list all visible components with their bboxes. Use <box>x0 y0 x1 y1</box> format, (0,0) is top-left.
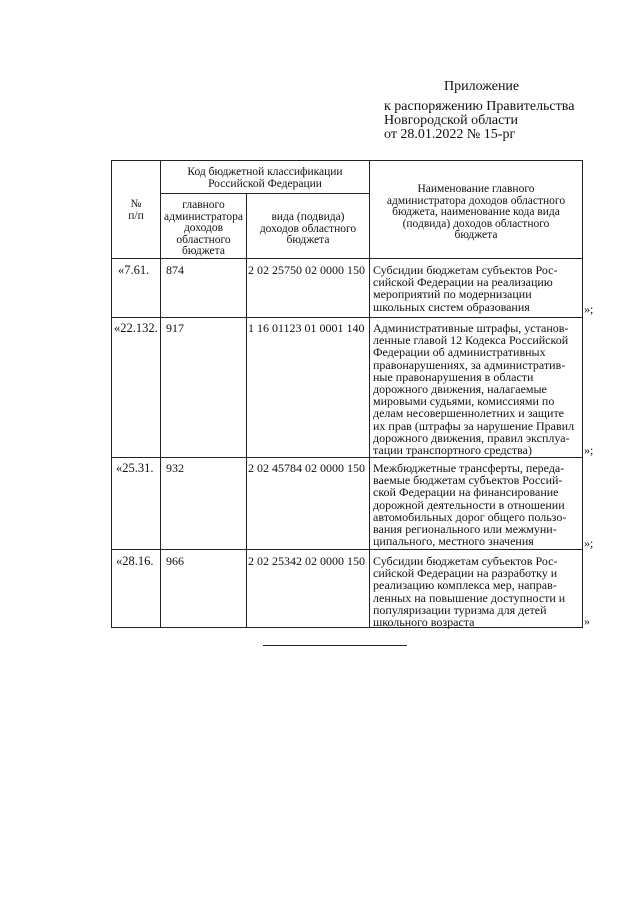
row-admin-code: 966 <box>166 554 184 568</box>
appendix-line-1: к распоряжению Правительства <box>384 99 575 114</box>
row-admin-code: 874 <box>166 263 184 277</box>
col-header-code-group: Код бюджетной классификации Российской Федерации <box>187 166 343 190</box>
row-income-code: 2 02 25342 02 0000 150 <box>248 554 365 568</box>
row-divider-1 <box>111 317 583 318</box>
col-header-kind: вида (подвида) доходов областного бюджета <box>259 211 357 246</box>
row-divider-2 <box>111 457 583 458</box>
row-description: Субсидии бюджетам субъектов Рос- сийской Федерации на реализацию мероприятий по модернизации школьных систем образования <box>373 263 558 314</box>
appendix-header <box>384 80 574 142</box>
row-income-code: 2 02 25750 02 0000 150 <box>248 263 365 277</box>
row-number: «25.31. <box>116 461 154 475</box>
appendix-line-3: от 28.01.2022 № 15-рг <box>384 127 516 142</box>
appendix-line-2: Новгородской области <box>384 113 518 128</box>
appendix-title: Приложение <box>444 79 520 94</box>
col-header-name: Наименование главного администратора доходов областного бюджета, наименование кода вида (подвида) доходов областного бюджета <box>386 183 566 241</box>
table-header-bottom <box>111 258 583 259</box>
row-income-code: 1 16 01123 01 0001 140 <box>248 321 365 335</box>
row-divider-3 <box>111 549 583 550</box>
row-income-code: 2 02 45784 02 0000 150 <box>248 461 365 475</box>
row-closing-quote: » <box>584 614 590 628</box>
table-border-right <box>582 160 583 628</box>
row-closing-quote: »; <box>584 443 594 457</box>
row-description: Межбюджетные трансферты, переда- ваемые бюджетам субъектов Россий- ской Федерации на финансирование дорожной деятельности в отношении автомобильных дорог общего пользо- вания регионального или межмуни- ципального, местного значения <box>373 461 567 549</box>
closing-separator-line <box>263 645 407 646</box>
row-number: «28.16. <box>116 554 154 568</box>
row-closing-quote: »; <box>584 302 594 316</box>
table-border-left <box>111 160 112 628</box>
row-number: «7.61. <box>118 263 150 277</box>
row-description: Субсидии бюджетам субъектов Рос- сийской Федерации на разработку и реализацию комплекса мер, направ- ленных на повышение доступности и популяризации туризма для детей школьного возраста <box>373 554 566 630</box>
row-number: «22.132. <box>114 321 158 335</box>
table-border-top <box>111 160 583 161</box>
row-closing-quote: »; <box>584 536 594 550</box>
row-admin-code: 917 <box>166 321 184 335</box>
col-header-admin: главного администратора доходов областного бюджета <box>163 199 243 257</box>
row-admin-code: 932 <box>166 461 184 475</box>
col-header-num: № п/п <box>128 198 144 222</box>
table-group-underline <box>160 193 370 194</box>
row-description: Административные штрафы, установ- ленные главой 12 Кодекса Российской Федерации об административных правонарушениях, за административ- ные правонарушения в области дорожного движения, налагаемые мировыми судьями, комиссиями по делам несовершеннолетних и защите их прав (штрафы за нарушение Правил дорожного движения, правил эксплуа- тации транспортного средства) <box>373 321 575 458</box>
